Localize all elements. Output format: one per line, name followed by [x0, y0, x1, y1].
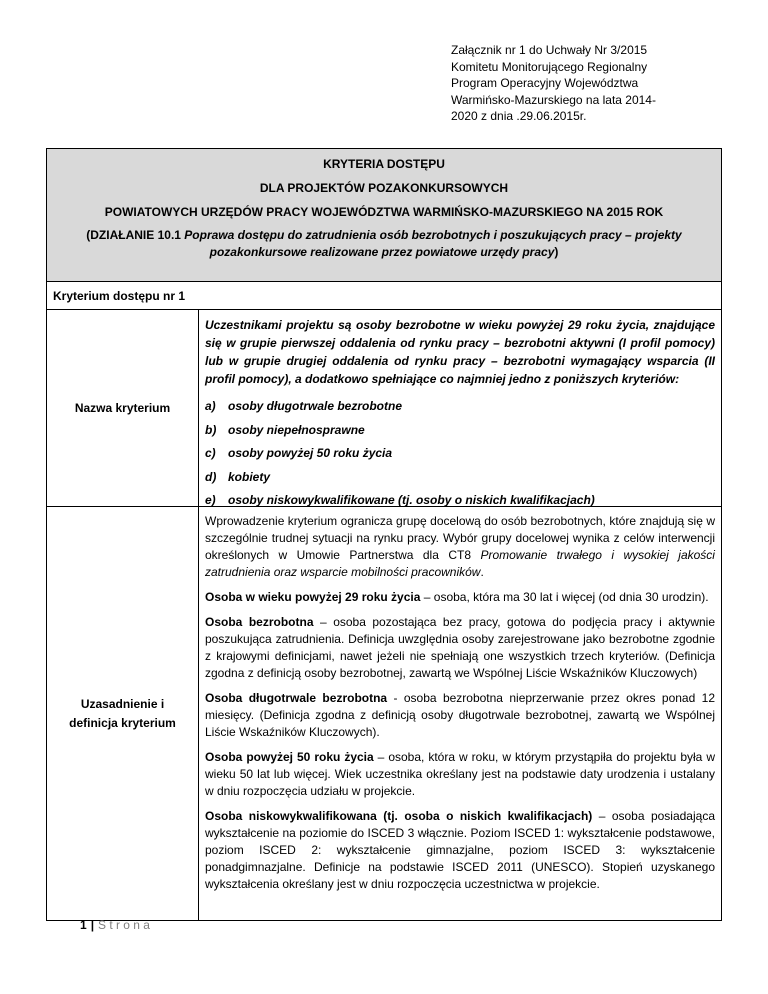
list-text: osoby powyżej 50 roku życia	[228, 446, 393, 461]
title-line-2: DLA PROJEKTÓW POZAKONKURSOWYCH	[259, 181, 509, 195]
attachment-note-line: 2020 z dnia .29.06.2015r.	[451, 109, 587, 123]
footer-separator: |	[90, 918, 95, 932]
justification-label	[47, 507, 199, 920]
definition-term: Osoba w wieku powyżej 29 roku życia	[205, 590, 421, 604]
paragraph-italic: Promowanie trwałego i wysokiej jakości zatrudnienia oraz wsparcie mobilności pracowników	[205, 548, 715, 579]
list-text: osoby niepełnosprawne	[228, 422, 365, 437]
definition-term: Osoba powyżej 50 roku życia	[205, 750, 374, 764]
criterion-list-item	[205, 422, 715, 438]
list-text: osoby długotrwale bezrobotne	[228, 399, 403, 413]
criterion-name-row	[47, 310, 721, 507]
definition-text: - osoba bezrobotna nieprzerwanie przez okres ponad 12 miesięcy. (Definicja zgodna z definicją osoby długotrwale bezrobotnej, zawartą we Wspólnej Liście Wskaźników Kluczowych).	[205, 691, 715, 739]
list-text: osoby niskowykwalifikowane (tj. osoby o niskich kwalifikacjach)	[228, 493, 595, 508]
list-marker: b)	[205, 422, 217, 437]
list-marker: d)	[205, 469, 217, 484]
attachment-note-line: Program Operacyjny Województwa	[451, 76, 639, 90]
criterion-name-intro: Uczestnikami projektu są osoby bezrobotne w wieku powyżej 29 roku życia, znajdujące się w grupie pierwszej oddalenia od rynku pracy – bezrobotni aktywni (I profil pomocy) lub w grupie drugiej oddalenia od rynku pracy – bezrobotni wymagający wsparcia (II profil pomocy), a dodatkowo spełniające co najmniej jedno z poniższych kryteriów:	[205, 318, 715, 386]
definition-text: – osoba pozostająca bez pracy, gotowa do podjęcia pracy i aktywnie poszukująca zatrudnienia. Definicja uwzględnia osoby zarejestrowane jako bezrobotne zgodnie z krajowymi definicjami, nawet jeżeli nie spełniają one wszystkich trzech kryteriów. (Definicja zgodna z definicją osoby bezrobotnej, zawartą we Wspólnej Liście Wskaźników Kluczowych)	[205, 615, 715, 680]
justification-label-line: definicja kryterium	[69, 715, 176, 730]
page-number: 1	[80, 918, 87, 932]
list-text: kobiety	[228, 469, 271, 484]
attachment-note-line: Warmińsko-Mazurskiego na lata 2014-	[451, 92, 656, 107]
table-title-box	[47, 149, 721, 282]
title-line-1: KRYTERIA DOSTĘPU	[323, 157, 445, 171]
definition-unemployed	[205, 614, 715, 682]
justification-row	[47, 507, 721, 920]
attachment-note-line: Komitetu Monitorującego Regionalny	[451, 59, 648, 74]
definition-low-skilled	[205, 808, 715, 893]
criterion-list-item	[205, 492, 715, 508]
definition-text: – osoba posiadająca wykształcenie na poziomie do ISCED 3 włącznie. Poziom ISCED 1: wykształcenie podstawowe, poziom ISCED 2: wykształcenie gimnazjalne, poziom ISCED 3: wykształcenie ponadgimnazjalne. Definicje na podstawie ISCED 2011 (UNESCO). Stopień uzyskanego wykształcenia określany jest w dniu rozpoczęcia uczestnictwa w projekcie.	[205, 809, 715, 891]
page-footer	[80, 918, 153, 932]
justification-label-line: Uzasadnienie i	[80, 696, 165, 711]
list-marker: a)	[205, 399, 216, 413]
criteria-table	[46, 148, 722, 921]
paragraph-text: .	[480, 565, 484, 579]
action-suffix: )	[554, 245, 559, 259]
title-line-3: POWIATOWYCH URZĘDÓW PRACY WOJEWÓDZTWA WARMIŃSKO-MAZURSKIEGO NA 2015 ROK	[104, 205, 664, 219]
justification-paragraph	[205, 513, 715, 581]
definition-over-50	[205, 749, 715, 800]
list-marker: e)	[205, 493, 216, 508]
action-name: Poprawa dostępu do zatrudnienia osób bezrobotnych i poszukujących pracy – projekty pozakonkursowe realizowane przez powiatowe urzędy pracy	[184, 228, 682, 259]
definition-term: Osoba bezrobotna	[205, 615, 314, 629]
definition-text: – osoba, która w roku, w którym przystąpiła do projektu była w wieku 50 lat lub więcej. Wiek uczestnika określany jest na podstawie daty urodzenia i ustalany w dniu rozpoczęcia udziału w projekcie.	[205, 750, 716, 798]
footer-page-word: Strona	[98, 918, 154, 932]
attachment-note	[451, 42, 696, 125]
criterion-list-item	[205, 445, 715, 461]
definition-term: Osoba długotrwale bezrobotna	[205, 691, 388, 705]
attachment-note-line: Załącznik nr 1 do Uchwały Nr 3/2015	[451, 43, 648, 57]
criterion-list-item	[205, 469, 715, 485]
criterion-list-item	[205, 398, 715, 414]
paragraph-text: Wprowadzenie kryterium ogranicza grupę docelową do osób bezrobotnych, które znajdują się w szczególnie trudnej sytuacji na rynku pracy. Wybór grupy docelowej wynika z celów interwencji określonych w Umowie Partnerstwa dla CT8	[205, 514, 715, 562]
justification-content	[199, 507, 721, 920]
definition-over-29	[205, 589, 715, 606]
action-prefix: (DZIAŁANIE 10.1	[86, 228, 185, 242]
criterion-name-label: Nazwa kryterium	[47, 310, 199, 506]
definition-text: – osoba, która ma 30 lat i więcej (od dnia 30 urodzin).	[420, 590, 709, 604]
definition-term: Osoba niskowykwalifikowana (tj. osoba o niskich kwalifikacjach)	[205, 809, 593, 823]
criterion-name-content	[199, 310, 721, 506]
list-marker: c)	[205, 446, 216, 461]
action-title	[57, 227, 711, 261]
criterion-header: Kryterium dostępu nr 1	[47, 282, 721, 310]
definition-long-term-unemployed	[205, 690, 715, 741]
